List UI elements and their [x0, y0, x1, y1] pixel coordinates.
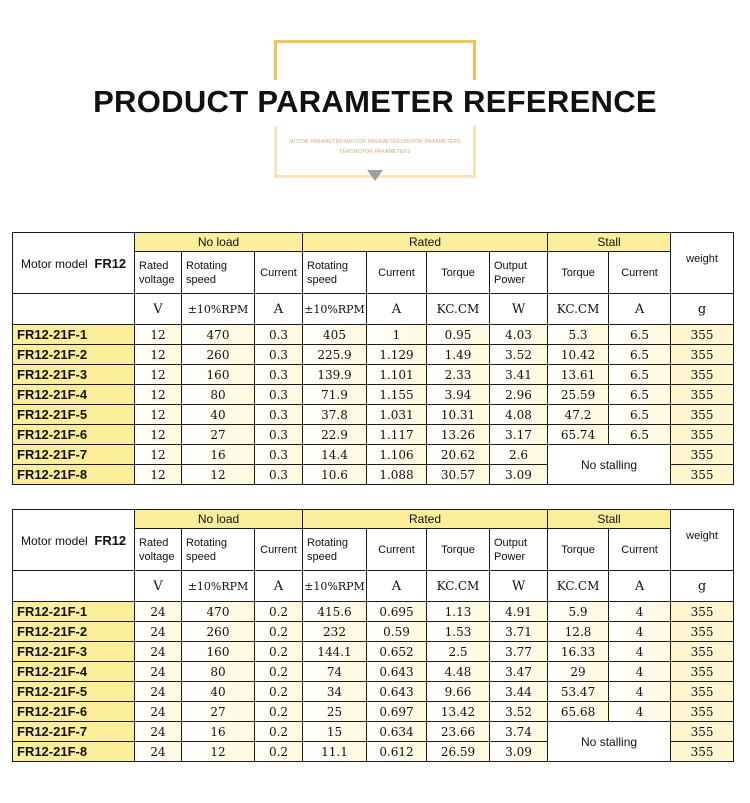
no-load-current-cell: 0.3	[255, 345, 303, 365]
no-load-current-cell: 0.2	[255, 682, 303, 702]
model-cell: FR12-21F-7	[13, 445, 135, 465]
output-power-cell: 2.6	[490, 445, 548, 465]
unit-volt: V	[135, 294, 182, 325]
rated-voltage-cell: 12	[135, 405, 182, 425]
unit-amp: A	[609, 294, 671, 325]
group-no-load: No load	[135, 510, 303, 529]
model-cell: FR12-21F-3	[13, 642, 135, 662]
rated-voltage-cell: 24	[135, 602, 182, 622]
stall-current-cell: 4	[609, 642, 671, 662]
rated-torque-cell: 0.95	[427, 325, 490, 345]
group-no-load: No load	[135, 233, 303, 252]
rated-voltage-cell: 24	[135, 622, 182, 642]
weight-cell: 355	[671, 365, 734, 385]
rated-speed-cell: 139.9	[303, 365, 367, 385]
parameter-table-12v	[12, 232, 734, 485]
model-cell: FR12-21F-4	[13, 385, 135, 405]
output-power-cell: 4.91	[490, 602, 548, 622]
output-power-cell: 3.71	[490, 622, 548, 642]
no-load-current-cell: 0.3	[255, 445, 303, 465]
no-load-current-cell: 0.2	[255, 702, 303, 722]
unit-kccm: KC.CM	[427, 294, 490, 325]
no-stalling-cell: No stalling	[548, 445, 671, 485]
stall-torque-cell: 16.33	[548, 642, 609, 662]
rated-speed-cell: 74	[303, 662, 367, 682]
parameter-table-24v	[12, 509, 734, 762]
rated-current-cell: 1.117	[367, 425, 427, 445]
unit-empty	[13, 294, 135, 325]
weight-header: weight	[671, 510, 734, 571]
stall-torque-cell: 25.59	[548, 385, 609, 405]
no-load-speed-cell: 160	[182, 642, 255, 662]
output-power-header: Output Power	[490, 529, 548, 571]
rated-speed-cell: 232	[303, 622, 367, 642]
output-power-cell: 3.47	[490, 662, 548, 682]
motor-model-header: Motor model FR12	[13, 233, 135, 294]
table-row	[13, 602, 734, 622]
model-cell: FR12-21F-3	[13, 365, 135, 385]
no-load-speed-cell: 40	[182, 405, 255, 425]
rotating-speed-header: Rotating speed	[303, 529, 367, 571]
current-header: Current	[367, 252, 427, 294]
torque-header: Torque	[427, 529, 490, 571]
model-cell: FR12-21F-1	[13, 325, 135, 345]
weight-cell: 355	[671, 682, 734, 702]
table-row	[13, 385, 734, 405]
rated-voltage-cell: 12	[135, 385, 182, 405]
no-load-speed-cell: 80	[182, 662, 255, 682]
weight-cell: 355	[671, 742, 734, 762]
output-power-cell: 3.74	[490, 722, 548, 742]
subtitle-line-1: MOTOR PARAMETERSMOTOR PARAMETERSMOTOR PARAMETERS	[289, 139, 461, 145]
unit-kccm: KC.CM	[427, 571, 490, 602]
rated-current-cell: 1.101	[367, 365, 427, 385]
rated-speed-cell: 37.8	[303, 405, 367, 425]
rated-torque-cell: 13.42	[427, 702, 490, 722]
unit-amp: A	[609, 571, 671, 602]
model-cell: FR12-21F-6	[13, 702, 135, 722]
unit-kccm: KC.CM	[548, 571, 609, 602]
stall-current-cell: 4	[609, 662, 671, 682]
no-load-speed-cell: 260	[182, 622, 255, 642]
model-cell: FR12-21F-5	[13, 682, 135, 702]
no-load-current-cell: 0.2	[255, 722, 303, 742]
stall-current-cell: 6.5	[609, 365, 671, 385]
rated-current-cell: 0.697	[367, 702, 427, 722]
rated-voltage-cell: 24	[135, 682, 182, 702]
rated-voltage-cell: 12	[135, 465, 182, 485]
rated-torque-cell: 10.31	[427, 405, 490, 425]
weight-cell: 355	[671, 642, 734, 662]
model-cell: FR12-21F-6	[13, 425, 135, 445]
rated-speed-cell: 405	[303, 325, 367, 345]
rated-current-cell: 0.612	[367, 742, 427, 762]
table-row	[13, 722, 734, 742]
subtitle-line-2: TERSMOTOR PARAMETERS	[339, 149, 411, 155]
table-row	[13, 622, 734, 642]
stall-torque-cell: 10.42	[548, 345, 609, 365]
rated-torque-cell: 26.59	[427, 742, 490, 762]
stall-torque-cell: 13.61	[548, 365, 609, 385]
rated-current-cell: 1.155	[367, 385, 427, 405]
table-row	[13, 345, 734, 365]
no-load-current-cell: 0.3	[255, 425, 303, 445]
rated-torque-cell: 2.5	[427, 642, 490, 662]
title-frame-top	[274, 40, 476, 80]
unit-watt: W	[490, 294, 548, 325]
current-header: Current	[609, 252, 671, 294]
output-power-cell: 2.96	[490, 385, 548, 405]
table-row	[13, 405, 734, 425]
no-load-current-cell: 0.3	[255, 405, 303, 425]
output-power-cell: 3.52	[490, 702, 548, 722]
rated-current-cell: 1.031	[367, 405, 427, 425]
model-cell: FR12-21F-1	[13, 602, 135, 622]
no-load-current-cell: 0.2	[255, 662, 303, 682]
rated-torque-cell: 1.53	[427, 622, 490, 642]
rated-speed-cell: 225.9	[303, 345, 367, 365]
rated-torque-cell: 2.33	[427, 365, 490, 385]
rotating-speed-header: Rotating speed	[182, 252, 255, 294]
output-power-cell: 3.41	[490, 365, 548, 385]
stall-current-cell: 6.5	[609, 345, 671, 365]
weight-cell: 355	[671, 385, 734, 405]
unit-amp: A	[367, 571, 427, 602]
stall-current-cell: 6.5	[609, 425, 671, 445]
rotating-speed-header: Rotating speed	[182, 529, 255, 571]
no-load-current-cell: 0.3	[255, 365, 303, 385]
no-load-current-cell: 0.2	[255, 622, 303, 642]
group-stall: Stall	[548, 233, 671, 252]
current-header: Current	[255, 529, 303, 571]
weight-cell: 355	[671, 345, 734, 365]
table-row	[13, 445, 734, 465]
stall-torque-cell: 12.8	[548, 622, 609, 642]
rated-voltage-cell: 12	[135, 345, 182, 365]
rated-speed-cell: 22.9	[303, 425, 367, 445]
stall-current-cell: 6.5	[609, 385, 671, 405]
rated-torque-cell: 1.13	[427, 602, 490, 622]
stall-current-cell: 4	[609, 602, 671, 622]
rated-current-cell: 0.59	[367, 622, 427, 642]
no-load-speed-cell: 27	[182, 425, 255, 445]
model-cell: FR12-21F-4	[13, 662, 135, 682]
table-row	[13, 365, 734, 385]
rated-speed-cell: 14.4	[303, 445, 367, 465]
table-row	[13, 325, 734, 345]
current-header: Current	[367, 529, 427, 571]
rated-current-cell: 1	[367, 325, 427, 345]
no-load-current-cell: 0.2	[255, 642, 303, 662]
weight-header: weight	[671, 233, 734, 294]
model-cell: FR12-21F-2	[13, 622, 135, 642]
output-power-cell: 3.09	[490, 742, 548, 762]
unit-volt: V	[135, 571, 182, 602]
stall-current-cell: 4	[609, 682, 671, 702]
weight-cell: 355	[671, 445, 734, 465]
rated-torque-cell: 1.49	[427, 345, 490, 365]
stall-torque-cell: 53.47	[548, 682, 609, 702]
rated-voltage-header: Rated voltage	[135, 252, 182, 294]
table-row	[13, 642, 734, 662]
rated-speed-cell: 25	[303, 702, 367, 722]
no-load-speed-cell: 12	[182, 465, 255, 485]
unit-gram: g	[671, 294, 734, 325]
no-load-speed-cell: 16	[182, 445, 255, 465]
current-header: Current	[255, 252, 303, 294]
output-power-cell: 3.52	[490, 345, 548, 365]
rated-torque-cell: 3.94	[427, 385, 490, 405]
rated-speed-cell: 11.1	[303, 742, 367, 762]
rated-voltage-cell: 24	[135, 742, 182, 762]
weight-cell: 355	[671, 425, 734, 445]
stall-current-cell: 6.5	[609, 405, 671, 425]
stall-torque-cell: 47.2	[548, 405, 609, 425]
table-row	[13, 662, 734, 682]
group-stall: Stall	[548, 510, 671, 529]
rated-current-cell: 1.129	[367, 345, 427, 365]
weight-cell: 355	[671, 325, 734, 345]
unit-gram: g	[671, 571, 734, 602]
rated-voltage-header: Rated voltage	[135, 529, 182, 571]
rated-torque-cell: 13.26	[427, 425, 490, 445]
no-load-speed-cell: 160	[182, 365, 255, 385]
stall-current-cell: 4	[609, 702, 671, 722]
rated-torque-cell: 30.57	[427, 465, 490, 485]
no-load-current-cell: 0.3	[255, 465, 303, 485]
no-load-speed-cell: 27	[182, 702, 255, 722]
rated-current-cell: 0.643	[367, 662, 427, 682]
stall-torque-cell: 5.9	[548, 602, 609, 622]
unit-amp: A	[255, 294, 303, 325]
no-load-current-cell: 0.3	[255, 385, 303, 405]
rated-speed-cell: 71.9	[303, 385, 367, 405]
weight-cell: 355	[671, 702, 734, 722]
output-power-cell: 4.03	[490, 325, 548, 345]
output-power-cell: 3.17	[490, 425, 548, 445]
rated-voltage-cell: 24	[135, 722, 182, 742]
model-cell: FR12-21F-5	[13, 405, 135, 425]
unit-empty	[13, 571, 135, 602]
rated-speed-cell: 15	[303, 722, 367, 742]
current-header: Current	[609, 529, 671, 571]
rated-voltage-cell: 12	[135, 445, 182, 465]
unit-rpm: ±10%RPM	[182, 571, 255, 602]
stall-torque-cell: 65.68	[548, 702, 609, 722]
weight-cell: 355	[671, 662, 734, 682]
model-cell: FR12-21F-2	[13, 345, 135, 365]
no-load-speed-cell: 470	[182, 602, 255, 622]
output-power-cell: 4.08	[490, 405, 548, 425]
rated-speed-cell: 34	[303, 682, 367, 702]
output-power-cell: 3.44	[490, 682, 548, 702]
rated-current-cell: 1.088	[367, 465, 427, 485]
output-power-cell: 3.77	[490, 642, 548, 662]
no-load-speed-cell: 16	[182, 722, 255, 742]
group-rated: Rated	[303, 233, 548, 252]
output-power-header: Output Power	[490, 252, 548, 294]
rated-current-cell: 0.652	[367, 642, 427, 662]
no-load-speed-cell: 470	[182, 325, 255, 345]
rated-voltage-cell: 12	[135, 425, 182, 445]
group-rated: Rated	[303, 510, 548, 529]
weight-cell: 355	[671, 602, 734, 622]
page-title: PRODUCT PARAMETER REFERENCE	[93, 84, 657, 119]
rated-torque-cell: 20.62	[427, 445, 490, 465]
no-load-speed-cell: 40	[182, 682, 255, 702]
no-load-speed-cell: 80	[182, 385, 255, 405]
output-power-cell: 3.09	[490, 465, 548, 485]
rated-speed-cell: 415.6	[303, 602, 367, 622]
stall-current-cell: 4	[609, 622, 671, 642]
stall-current-cell: 6.5	[609, 325, 671, 345]
table-row	[13, 682, 734, 702]
unit-watt: W	[490, 571, 548, 602]
model-cell: FR12-21F-8	[13, 465, 135, 485]
model-cell: FR12-21F-7	[13, 722, 135, 742]
unit-rpm: ±10%RPM	[303, 571, 367, 602]
no-load-current-cell: 0.2	[255, 742, 303, 762]
rated-speed-cell: 144.1	[303, 642, 367, 662]
weight-cell: 355	[671, 465, 734, 485]
motor-model-header: Motor model FR12	[13, 510, 135, 571]
stall-torque-cell: 65.74	[548, 425, 609, 445]
no-load-speed-cell: 12	[182, 742, 255, 762]
no-load-current-cell: 0.2	[255, 602, 303, 622]
no-load-speed-cell: 260	[182, 345, 255, 365]
rated-voltage-cell: 24	[135, 702, 182, 722]
rated-voltage-cell: 12	[135, 365, 182, 385]
rated-torque-cell: 23.66	[427, 722, 490, 742]
stall-torque-cell: 5.3	[548, 325, 609, 345]
torque-header: Torque	[548, 252, 609, 294]
table-row	[13, 425, 734, 445]
weight-cell: 355	[671, 622, 734, 642]
rated-voltage-cell: 12	[135, 325, 182, 345]
no-stalling-cell: No stalling	[548, 722, 671, 762]
rated-torque-cell: 4.48	[427, 662, 490, 682]
rated-current-cell: 1.106	[367, 445, 427, 465]
rated-speed-cell: 10.6	[303, 465, 367, 485]
stall-torque-cell: 29	[548, 662, 609, 682]
rotating-speed-header: Rotating speed	[303, 252, 367, 294]
unit-amp: A	[255, 571, 303, 602]
unit-amp: A	[367, 294, 427, 325]
weight-cell: 355	[671, 722, 734, 742]
table-row	[13, 702, 734, 722]
down-arrow-icon	[367, 170, 383, 181]
rated-current-cell: 0.695	[367, 602, 427, 622]
weight-cell: 355	[671, 405, 734, 425]
torque-header: Torque	[548, 529, 609, 571]
torque-header: Torque	[427, 252, 490, 294]
unit-kccm: KC.CM	[548, 294, 609, 325]
model-cell: FR12-21F-8	[13, 742, 135, 762]
no-load-current-cell: 0.3	[255, 325, 303, 345]
rated-current-cell: 0.643	[367, 682, 427, 702]
unit-rpm: ±10%RPM	[303, 294, 367, 325]
rated-current-cell: 0.634	[367, 722, 427, 742]
unit-rpm: ±10%RPM	[182, 294, 255, 325]
rated-voltage-cell: 24	[135, 662, 182, 682]
rated-torque-cell: 9.66	[427, 682, 490, 702]
rated-voltage-cell: 24	[135, 642, 182, 662]
